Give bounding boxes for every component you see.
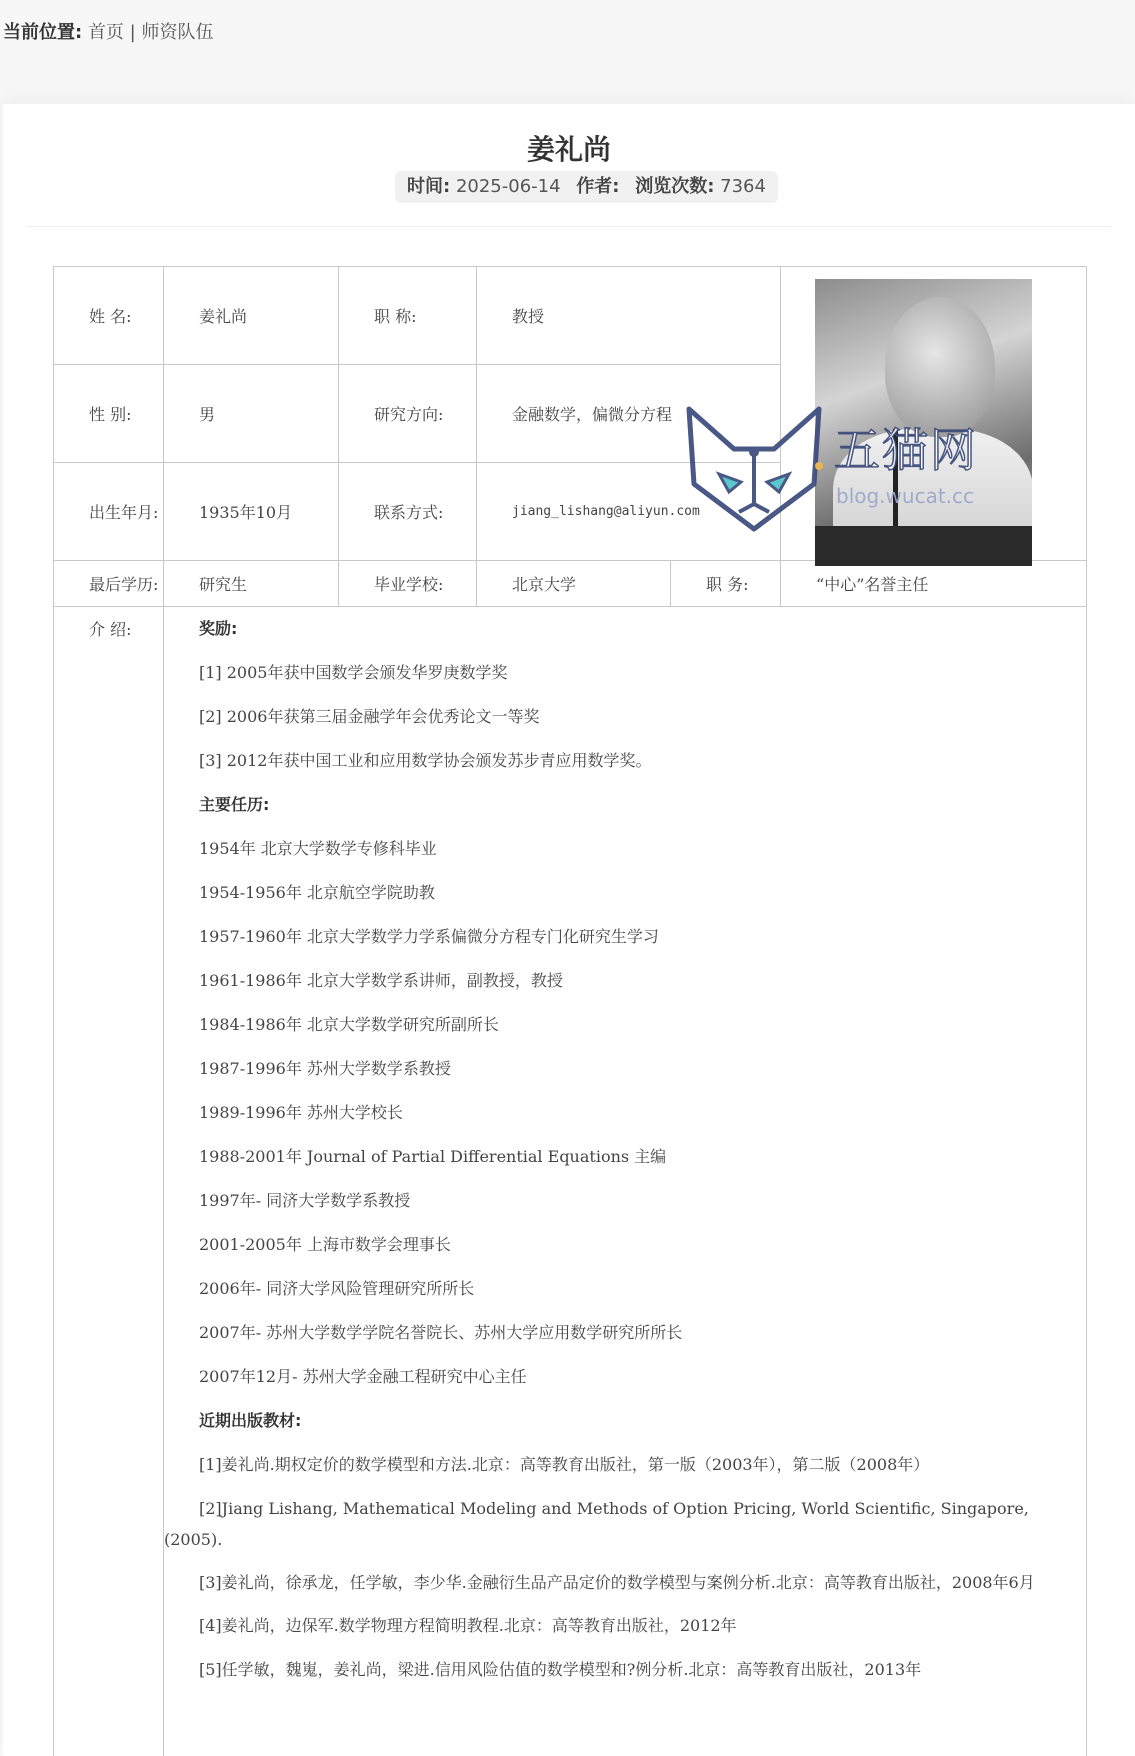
books-heading: 近期出版教材:	[199, 1411, 302, 1430]
watermark	[679, 404, 979, 534]
gender-value: 男	[164, 365, 339, 463]
career-item: 2007年12月- 苏州大学金融工程研究中心主任	[199, 1367, 527, 1386]
author-label: 作者:	[576, 176, 620, 197]
book-item: [4]姜礼尚，边保军.数学物理方程简明教程.北京：高等教育出版社，2012年	[199, 1616, 737, 1635]
gender-label: 性 别:	[54, 365, 164, 463]
book-item: [2]Jiang Lishang, Mathematical Modeling and Methods of Option Pricing, World Scientific, Singapore,(2005).	[164, 1499, 1029, 1549]
article-meta	[395, 171, 778, 203]
career-item: 1989-1996年 苏州大学校长	[199, 1103, 403, 1122]
watermark-brand: 五猫网	[834, 423, 978, 477]
watermark-url: blog.wucat.cc	[836, 484, 975, 508]
career-heading: 主要任历:	[199, 795, 270, 814]
award-item: [3] 2012年获中国工业和应用数学协会颁发苏步青应用数学奖。	[199, 751, 652, 770]
contact-label: 联系方式:	[339, 463, 477, 561]
article-title: 姜礼尚	[526, 133, 611, 166]
career-item: 1987-1996年 苏州大学数学系教授	[199, 1059, 451, 1078]
career-item: 1954年 北京大学数学专修科毕业	[199, 839, 437, 858]
award-item: [2] 2006年获第三届金融学年会优秀论文一等奖	[199, 707, 540, 726]
career-item: 1988-2001年 Journal of Partial Differential Equations 主编	[199, 1147, 667, 1166]
edu-value: 研究生	[164, 561, 339, 607]
name-label: 姓 名:	[54, 267, 164, 365]
title-label: 职 称:	[339, 267, 477, 365]
breadcrumb	[3, 18, 213, 44]
breadcrumb-label: 当前位置:	[3, 22, 83, 43]
intro-content	[164, 607, 1087, 1756]
career-item: 2007年- 苏州大学数学学院名誉院长、苏州大学应用数学研究所所长	[199, 1323, 683, 1342]
time-value: 2025-06-14	[455, 176, 561, 197]
research-value: 金融数学，偏微分方程	[477, 365, 781, 463]
views-value: 7364	[720, 176, 766, 197]
career-item: 1957-1960年 北京大学数学力学系偏微分方程专门化研究生学习	[199, 927, 659, 946]
name-value: 姜礼尚	[164, 267, 339, 365]
career-item: 1961-1986年 北京大学数学系讲师，副教授，教授	[199, 971, 563, 990]
title-value: 教授	[477, 267, 781, 365]
article-card	[3, 104, 1135, 1756]
award-item: [1] 2005年获中国数学会颁发华罗庚数学奖	[199, 663, 508, 682]
research-label: 研究方向:	[339, 365, 477, 463]
career-item: 2001-2005年 上海市数学会理事长	[199, 1235, 451, 1254]
school-value: 北京大学	[477, 561, 671, 607]
birth-value: 1935年10月	[164, 463, 339, 561]
time-label: 时间:	[407, 176, 451, 197]
book-item: [5]任学敏，魏嵬，姜礼尚，梁进.信用风险估值的数学模型和?例分析.北京：高等教育出版社，2013年	[199, 1660, 922, 1679]
position-label: 职 务:	[671, 561, 781, 607]
breadcrumb-current-link[interactable]: 师资队伍	[141, 22, 214, 43]
book-item: [3]姜礼尚，徐承龙，任学敏，李少华.金融衍生品产品定价的数学模型与案例分析.北京：高等教育出版社，2008年6月	[199, 1573, 1035, 1592]
school-label: 毕业学校:	[339, 561, 477, 607]
book-item: [1]姜礼尚.期权定价的数学模型和方法.北京：高等教育出版社，第一版（2003年），第二版（2008年）	[199, 1455, 930, 1474]
cat-logo-icon	[679, 404, 829, 534]
contact-value: jiang_lishang@aliyun.com	[477, 463, 781, 561]
views-label: 浏览次数:	[635, 176, 715, 197]
awards-heading: 奖励:	[199, 619, 238, 638]
career-item: 1954-1956年 北京航空学院助教	[199, 883, 435, 902]
career-item: 1984-1986年 北京大学数学研究所副所长	[199, 1015, 499, 1034]
intro-label: 介 绍:	[54, 607, 164, 1756]
position-value: “中心”名誉主任	[781, 561, 1087, 607]
edu-label: 最后学历:	[54, 561, 164, 607]
birth-label: 出生年月:	[54, 463, 164, 561]
breadcrumb-home-link[interactable]: 首页	[87, 22, 124, 43]
career-item: 2006年- 同济大学风险管理研究所所长	[199, 1279, 475, 1298]
breadcrumb-separator: |	[129, 22, 136, 43]
career-item: 1997年- 同济大学数学系教授	[199, 1191, 411, 1210]
title-divider	[27, 226, 1111, 227]
